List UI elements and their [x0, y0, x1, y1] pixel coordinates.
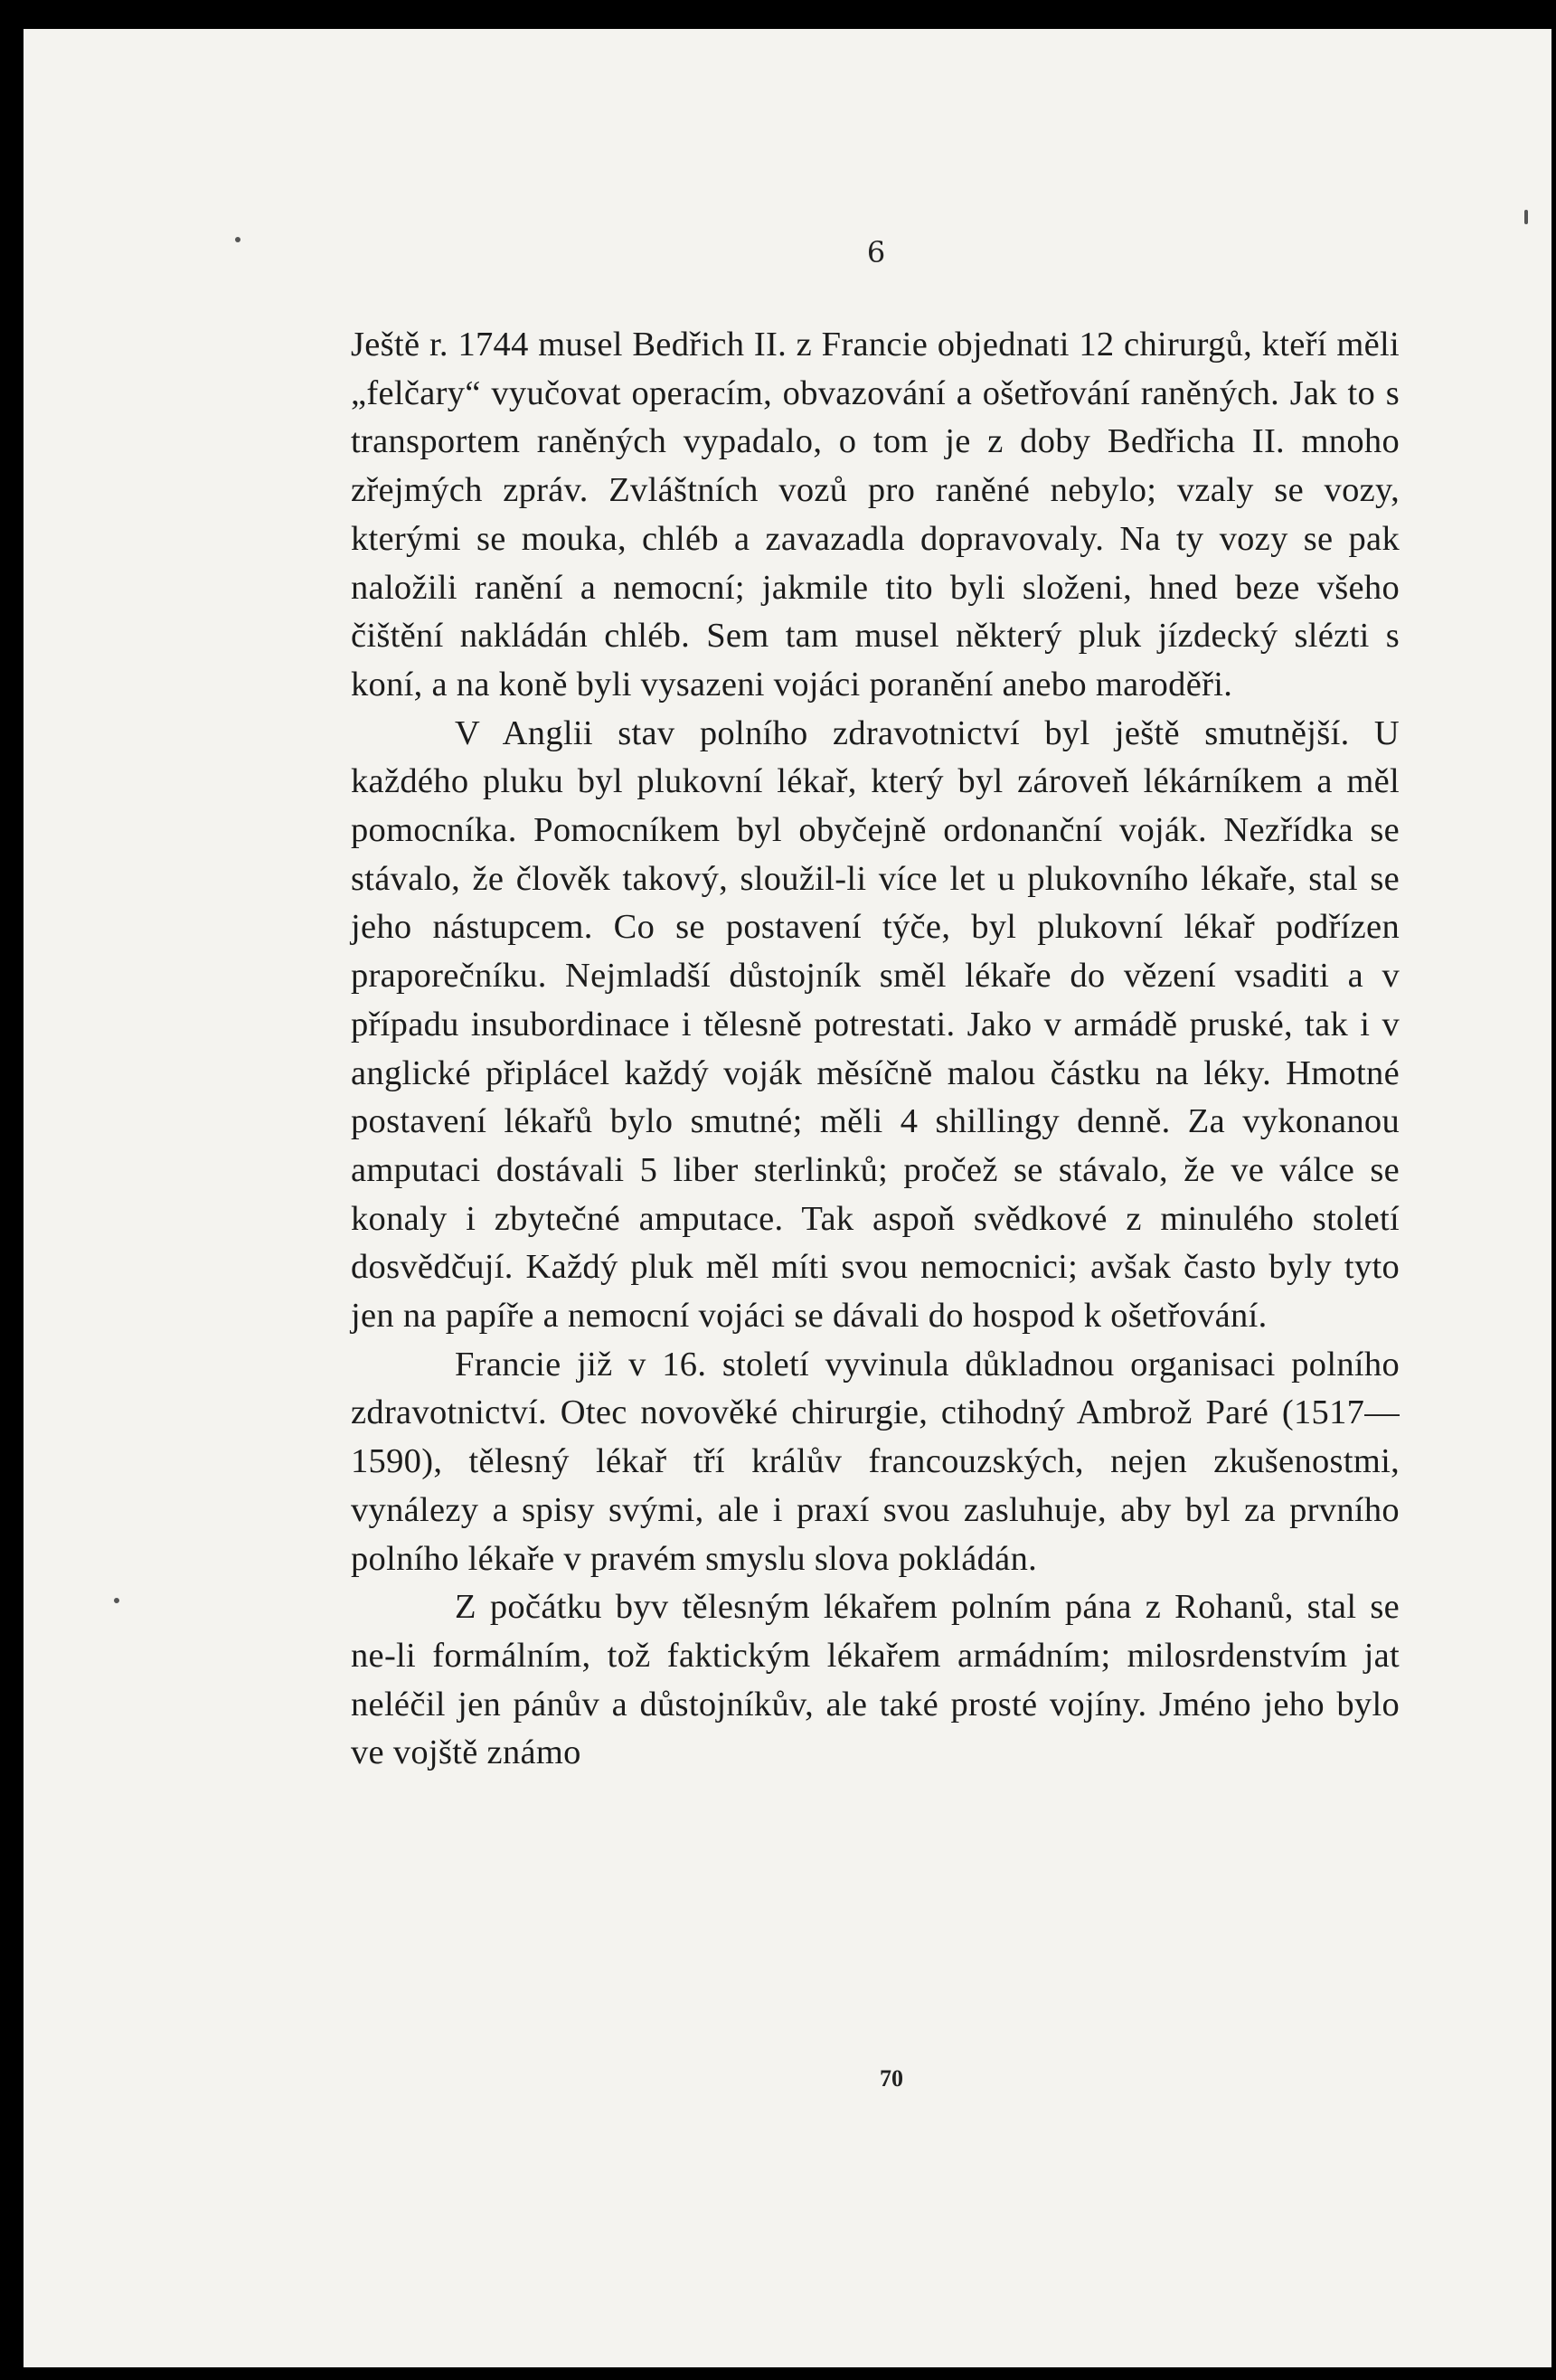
- scan-speck: [114, 1598, 119, 1603]
- book-page: [24, 29, 1551, 2367]
- scan-speck: [235, 237, 240, 242]
- paragraph: Ještě r. 1744 musel Bedřich II. z Francie objednati 12 chirurgů, kteří měli „felčary“ vyučovat operacím, obvazování a ošetřování raněných. Jak to s transportem raněných vypadalo, o tom je z doby Bedřicha II. mnoho zřejmých zpráv. Zvláštních vozů pro raněné nebylo; vzaly se vozy, kterými se mouka, chléb a zavazadla dopravovaly. Na ty vozy se pak naložili ranění a nemocní; jakmile tito byli složeni, hned beze všeho čištění nakládán chléb. Sem tam musel některý pluk jízdecký slézti s koní, a na koně byli vysazeni vojáci poranění anebo maroděři.: [351, 326, 1400, 704]
- page-number-top: 6: [866, 235, 886, 269]
- page-number-bottom: 70: [880, 2065, 903, 2092]
- body-text: [351, 321, 1400, 1778]
- paragraph: Z počátku byv tělesným lékařem polním pána z Rohanů, stal se ne-li formálním, tož faktickým lékařem armádním; milosrdenstvím jat neléčil jen pánův a důstojníkův, ale také prosté vojíny. Jméno jeho bylo ve vojště známo: [351, 1588, 1400, 1772]
- paragraph: V Anglii stav polního zdravotnictví byl ještě smutnější. U každého pluku byl plukovní lékař, který byl zároveň lékárníkem a měl pomocníka. Pomocníkem byl obyčejně ordonanční voják. Nezřídka se stávalo, že člověk takový, sloužil-li více let u plukovního lékaře, stal se jeho nástupcem. Co se postavení týče, byl plukovní lékař podřízen praporečníku. Nejmladší důstojník směl lékaře do vězení vsaditi a v případu insubordinace i tělesně potrestati. Jako v armádě pruské, tak i v anglické připlácel každý voják měsíčně malou částku na léky. Hmotné postavení lékařů bylo smutné; měli 4 shillingy denně. Za vykonanou amputaci dostávali 5 liber sterlinků; pročež se stávalo, že ve válce se konaly i zbytečné amputace. Tak aspoň svědkové z minulého století dosvědčují. Každý pluk měl míti svou nemocnici; avšak často byly tyto jen na papíře a nemocní vojáci se dávali do hospod k ošetřování.: [351, 713, 1400, 1336]
- paragraph: Francie již v 16. století vyvinula důkladnou organisaci polního zdravotnictví. Otec novověké chirurgie, ctihodný Ambrož Paré (1517—1590), tělesný lékař tří králův francouzských, nejen zkušenostmi, vynálezy a spisy svými, ale i praxí svou zasluhuje, aby byl za prvního polního lékaře v pravém smyslu slova pokládán.: [351, 1345, 1400, 1578]
- scan-speck: [1524, 210, 1528, 224]
